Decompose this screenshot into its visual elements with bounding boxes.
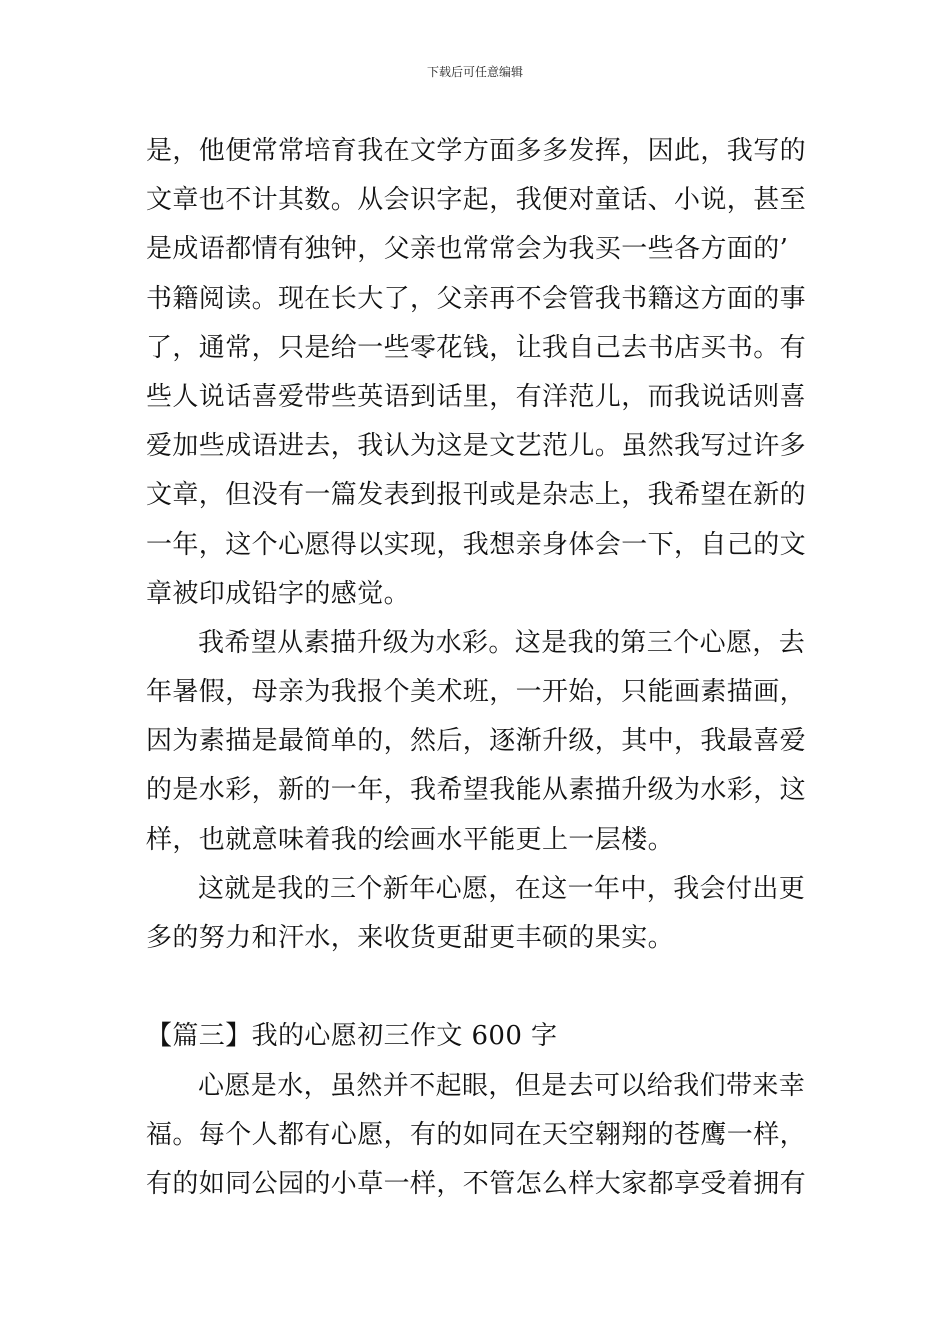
paragraph-start-line: 我希望从素描升级为水彩。这是我的第三个心愿，去 — [198, 627, 806, 658]
text-line: 样，也就意味着我的绘画水平能更上一层楼。 — [146, 824, 675, 855]
text-line: 文章，但没有一篇发表到报刊或是杂志上，我希望在新的 — [146, 480, 807, 511]
text-line: 了，通常，只是给一些零花钱，让我自己去书店买书。有 — [146, 332, 807, 363]
text-line: 福。每个人都有心愿，有的如同在天空翱翔的苍鹰一样， — [146, 1119, 807, 1150]
text-line: 是成语都情有独钟，父亲也常常会为我买一些各方面的’ — [146, 234, 789, 265]
text-line: 章被印成铅字的感觉。 — [146, 578, 411, 609]
text-line: 是，他便常常培育我在文学方面多多发挥，因此，我写的 — [146, 136, 807, 166]
text-line: 爱加些成语进去，我认为这是文艺范儿。虽然我写过许多 — [146, 431, 807, 462]
text-line: 些人说话喜爱带些英语到话里，有洋范儿，而我说话则喜 — [146, 381, 807, 412]
section-heading: 【篇三】我的心愿初三作文 600 字 — [146, 1021, 558, 1052]
text-line: 因为素描是最简单的，然后，逐渐升级，其中，我最喜爱 — [146, 726, 807, 757]
text-line: 多的努力和汗水，来收货更甜更丰硕的果实。 — [146, 923, 675, 953]
text-line: 的是水彩，新的一年，我希望我能从素描升级为水彩，这 — [146, 775, 807, 806]
paragraph-gap — [146, 963, 810, 1012]
text-line: 年暑假，母亲为我报个美术班，一开始，只能画素描画， — [146, 677, 807, 708]
text-line: 书籍阅读。现在长大了，父亲再不会管我书籍这方面的事 — [146, 283, 807, 314]
page-header: 下载后可任意编辑 — [426, 65, 523, 79]
text-line: 文章也不计其数。从会识字起，我便对童话、小说，甚至 — [146, 185, 807, 216]
paragraph-start-line: 这就是我的三个新年心愿，在这一年中，我会付出更 — [198, 873, 806, 904]
document-body — [146, 127, 810, 1209]
text-line: 一年，这个心愿得以实现，我想亲身体会一下，自己的文 — [146, 529, 807, 560]
paragraph-start-line: 心愿是水，虽然并不起眼，但是去可以给我们带来幸 — [198, 1070, 806, 1101]
text-line: 有的如同公园的小草一样，不管怎么样大家都享受着拥有 — [146, 1168, 807, 1199]
